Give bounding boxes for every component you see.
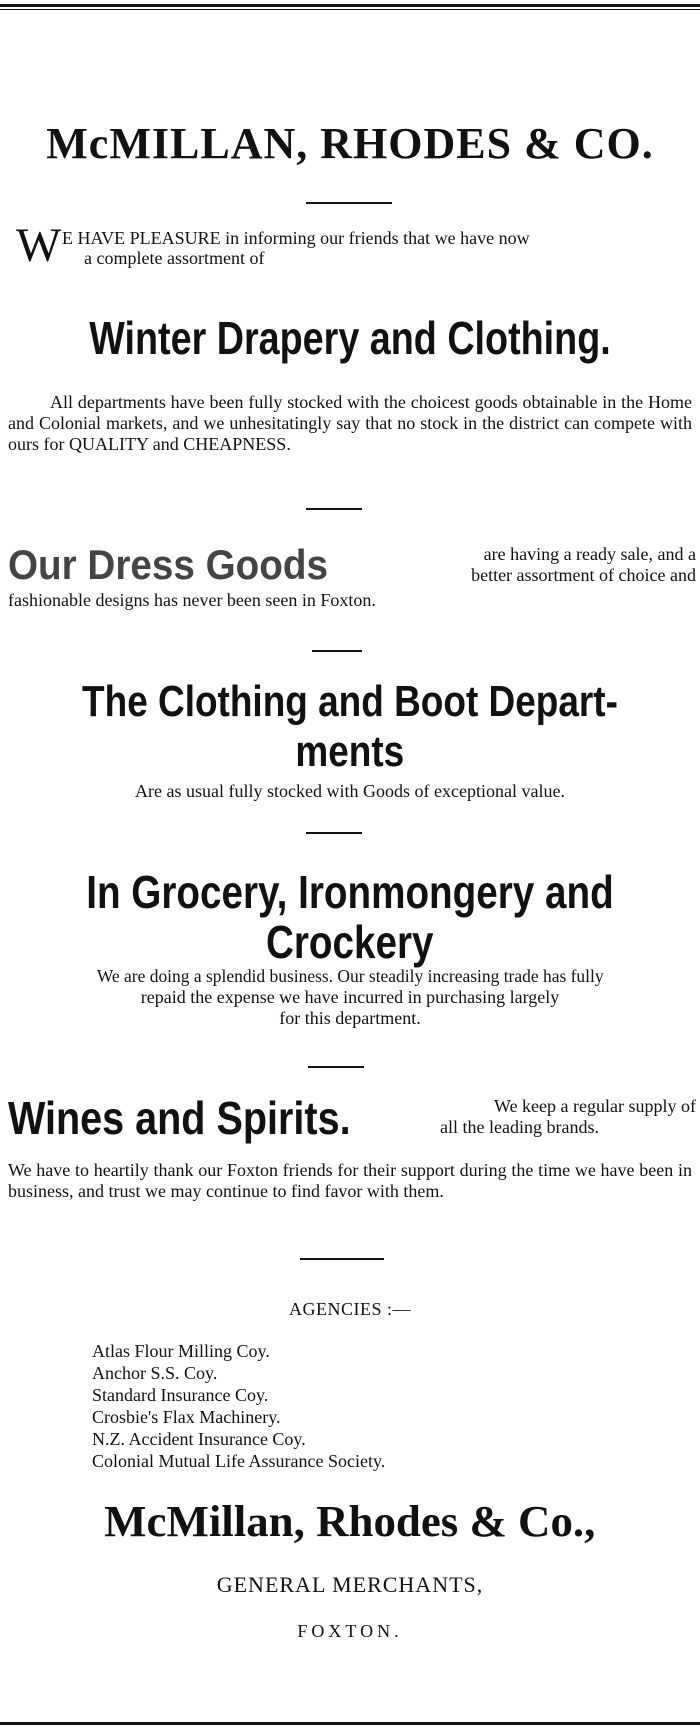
grocery-heading-line-1 <box>0 866 700 918</box>
grocery-heading-text-1: In Grocery, Ironmongery and <box>86 866 614 918</box>
clothing-heading-text-1: The Clothing and Boot Depart- <box>82 677 618 726</box>
drapery-heading-text: Winter Drapery and Clothing. <box>89 312 611 364</box>
grocery-line-1 <box>0 966 700 987</box>
separator-2 <box>306 508 362 510</box>
grocery-line-3: for this department. <box>279 1008 421 1028</box>
drapery-body: All departments have been fully stocked with the choicest goods obtainable in the Home and Colonial markets, and we unhesitatingly say that no stock in the district can compete with ours for QUALITY and CHEAPNESS. <box>8 392 692 454</box>
grocery-line-2: repaid the expense we have incurred in purchasing largely <box>140 987 560 1007</box>
agency-item: Colonial Mutual Life Assurance Society. <box>92 1451 386 1471</box>
wines-side-2: all the leading brands. <box>440 1117 599 1137</box>
grocery-heading-line-2 <box>0 916 700 968</box>
top-border-rule <box>0 4 700 10</box>
wines-thanks: We have to heartily thank our Foxton friends for their support during the time we have been in business, and trust we may continue to find favor with them. <box>8 1160 692 1201</box>
dress-goods-bottom: fashionable designs has never been seen in Foxton. <box>8 590 376 610</box>
agencies-list <box>92 1340 652 1472</box>
dress-goods-right-1: are having a ready sale, and a <box>483 544 696 564</box>
agency-item: Crosbie's Flax Machinery. <box>92 1407 281 1427</box>
clothing-heading-line-1 <box>0 676 700 728</box>
dress-goods-heading: Our Dress Goods <box>8 541 328 588</box>
dress-goods-right-2: better assortment of choice and <box>471 565 696 585</box>
intro-paragraph <box>16 219 696 272</box>
grocery-heading-text-2: Crockery <box>266 916 434 968</box>
separator-4 <box>306 832 362 834</box>
clothing-body: Are as usual fully stocked with Goods of exceptional value. <box>135 781 565 801</box>
drapery-heading <box>0 310 700 366</box>
wines-heading: Wines and Spirits. <box>8 1092 351 1144</box>
agencies-title: AGENCIES :— <box>289 1299 411 1319</box>
agency-item: N.Z. Accident Insurance Coy. <box>92 1429 306 1449</box>
signature-name <box>0 1496 700 1548</box>
clothing-heading-line-2 <box>0 726 700 778</box>
wines-side-1: We keep a regular supply of <box>494 1096 696 1116</box>
intro-line-1: E HAVE PLEASURE in informing our friends that we have now <box>62 228 530 248</box>
separator-1 <box>306 202 392 204</box>
separator-5 <box>308 1066 364 1068</box>
agency-item: Standard Insurance Coy. <box>92 1385 269 1405</box>
signature-town: FOXTON. <box>297 1621 403 1641</box>
clothing-heading-text-2: ments <box>295 727 405 776</box>
intro-line-2: a complete assortment of <box>84 248 265 268</box>
grocery-line-1-text: We are doing a splendid business. Our steadily increasing trade has fully <box>96 966 604 986</box>
masthead-title <box>0 118 700 169</box>
bottom-border-rule <box>0 1722 700 1725</box>
separator-3 <box>312 650 362 652</box>
drop-cap: W <box>16 219 62 272</box>
separator-6 <box>300 1258 384 1260</box>
signature-trade: GENERAL MERCHANTS, <box>216 1572 484 1597</box>
agency-item: Anchor S.S. Coy. <box>92 1363 218 1383</box>
agency-item: Atlas Flour Milling Coy. <box>92 1341 270 1361</box>
masthead-title-text: McMILLAN, RHODES & CO. <box>46 119 654 168</box>
signature-name-text: McMillan, Rhodes & Co., <box>104 1497 596 1546</box>
